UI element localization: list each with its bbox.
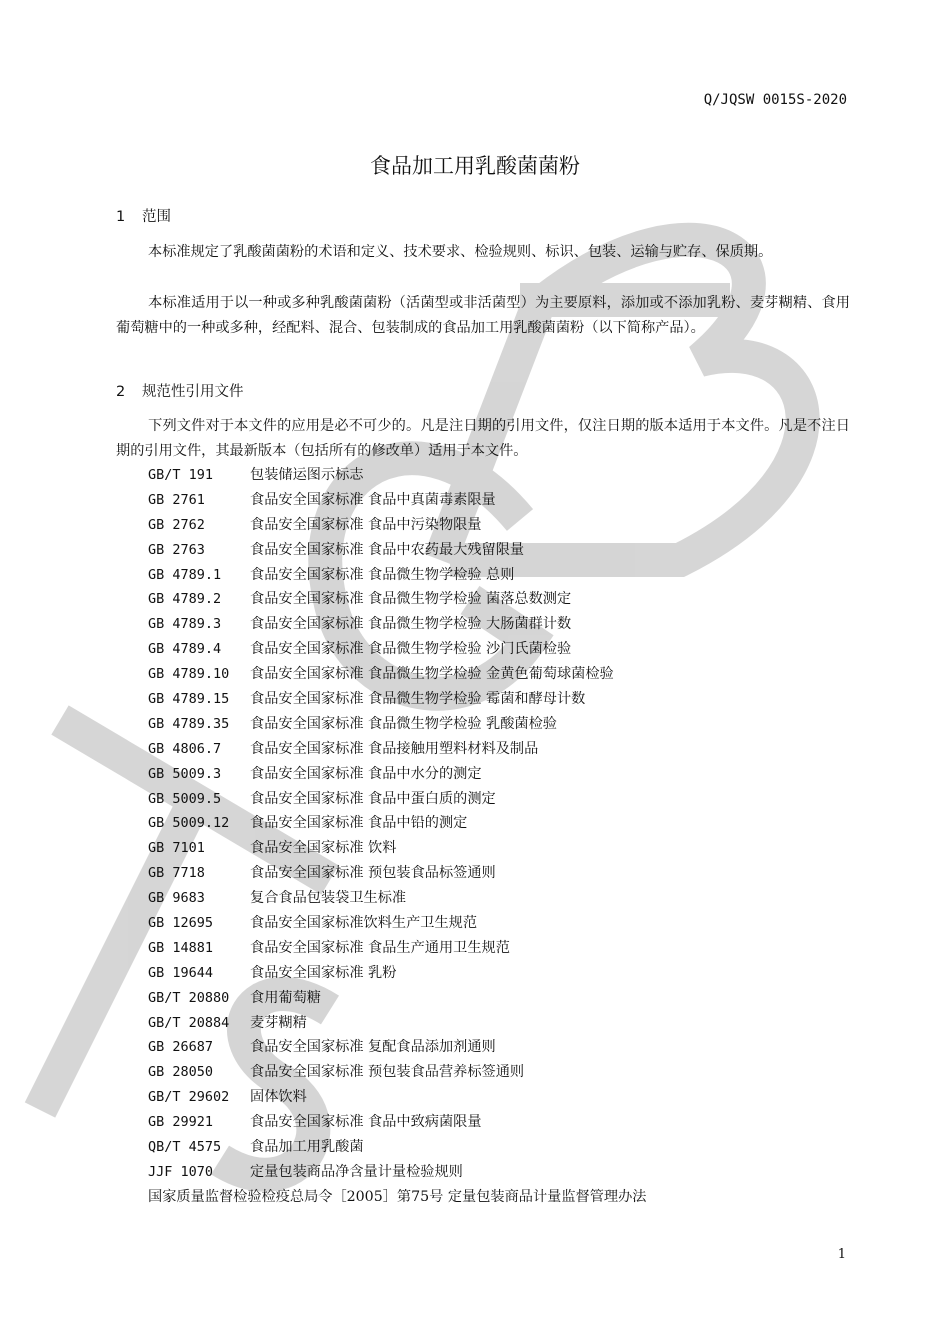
reference-item [148,637,646,662]
reference-item [148,687,646,712]
reference-title: 食品安全国家标准 食品微生物学检验 金黄色葡萄球菌检验 [250,666,614,683]
reference-code: GB 5009.5 [148,790,222,807]
reference-title: 食品安全国家标准 食品生产通用卫生规范 [250,939,510,956]
reference-title: 食品安全国家标准 食品中致病菌限量 [250,1114,482,1131]
reference-title: 食用葡萄糖 [250,989,321,1006]
reference-item [148,1035,646,1060]
document-number: Q/JQSW 0015S-2020 [703,92,847,108]
reference-item [148,538,646,563]
reference-item [148,861,646,886]
reference-code: GB 4806.7 [148,740,222,757]
reference-item [148,737,646,762]
reference-code: GB 2761 [148,491,205,508]
reference-title: 定量包装商品净含量计量检验规则 [250,1163,463,1180]
reference-title: 食品安全国家标准 食品中污染物限量 [250,516,482,533]
reference-title: 食品安全国家标准 食品中蛋白质的测定 [250,790,496,807]
reference-item: 国家质量监督检验检疫总局令［2005］第75号 定量包装商品计量监督管理办法 [148,1188,647,1205]
reference-title: 食品加工用乳酸菌 [250,1139,364,1156]
reference-code: GB 26687 [148,1039,214,1056]
reference-item [148,1110,646,1135]
reference-code: GB 4789.15 [148,691,230,708]
reference-item [148,1085,646,1110]
reference-item [148,488,646,513]
reference-item [148,762,646,787]
reference-code: GB 9683 [148,890,205,907]
reference-item [148,986,646,1011]
reference-item [148,662,646,687]
reference-item [148,1135,646,1160]
page-title: 食品加工用乳酸菌菌粉 [370,154,580,178]
reference-list [148,463,646,1210]
reference-item [148,1160,646,1185]
reference-title: 固体饮料 [250,1089,307,1106]
reference-item [148,712,646,737]
reference-code: GB/T 20880 [148,989,230,1006]
reference-item [148,886,646,911]
reference-code: GB/T 191 [148,467,214,483]
reference-item [148,936,646,961]
reference-title: 麦芽糊精 [250,1014,307,1031]
reference-item [148,513,646,538]
reference-title: 食品安全国家标准 食品接触用塑料材料及制品 [250,740,539,757]
section-2-heading [116,380,244,401]
reference-title: 食品安全国家标准 食品微生物学检验 大肠菌群计数 [250,616,572,633]
reference-code: GB 5009.3 [148,765,222,782]
reference-item [148,911,646,936]
reference-code: GB 4789.4 [148,641,222,658]
reference-title: 食品安全国家标准 饮料 [250,840,397,857]
reference-item [148,811,646,836]
paragraph: 下列文件对于本文件的应用是必不可少的。凡是注日期的引用文件，仅注日期的版本适用于本文件。凡是不注日期的引用文件，其最新版本（包括所有的修改单）适用于本文件。 [116,418,850,459]
reference-title: 食品安全国家标准 预包装食品标签通则 [250,865,496,882]
reference-code: JJF 1070 [148,1163,214,1180]
reference-title: 食品安全国家标准 复配食品添加剂通则 [250,1039,496,1056]
reference-code: GB 4789.10 [148,666,230,683]
reference-title: 食品安全国家标准 食品微生物学检验 沙门氏菌检验 [250,641,572,658]
section-title: 范围 [142,209,171,225]
reference-item [148,961,646,986]
reference-item [148,1011,646,1036]
reference-item [148,787,646,812]
reference-item [148,463,646,488]
reference-code: GB 12695 [148,915,214,932]
reference-title: 食品安全国家标准 食品微生物学检验 总则 [250,566,515,583]
reference-code: GB 4789.35 [148,715,230,732]
reference-title: 食品安全国家标准 食品中铅的测定 [250,815,468,832]
reference-item [148,1060,646,1085]
reference-code: GB 4789.2 [148,591,222,608]
reference-code: GB 4789.1 [148,566,222,583]
reference-code: QB/T 4575 [148,1139,222,1156]
reference-code: GB 4789.3 [148,616,222,633]
reference-title: 食品安全国家标准 食品微生物学检验 乳酸菌检验 [250,715,557,732]
reference-code: GB 5009.12 [148,815,230,832]
reference-title: 食品安全国家标准 食品微生物学检验 霉菌和酵母计数 [250,691,586,708]
reference-code: GB 19644 [148,964,214,981]
reference-title: 食品安全国家标准 食品微生物学检验 菌落总数测定 [250,591,572,608]
reference-item [148,587,646,612]
reference-item [148,836,646,861]
reference-item [148,612,646,637]
section-1-heading [116,205,171,226]
reference-code: GB/T 20884 [148,1014,230,1031]
reference-title: 复合食品包装袋卫生标准 [250,890,407,907]
reference-title: 包装储运图示标志 [250,467,364,483]
reference-title: 食品安全国家标准 乳粉 [250,964,397,981]
reference-title: 食品安全国家标准饮料生产卫生规范 [250,915,478,932]
section-title: 规范性引用文件 [142,384,244,400]
paragraph: 本标准规定了乳酸菌菌粉的术语和定义、技术要求、检验规则、标识、包装、运输与贮存、保质期。 [148,244,773,260]
section-number: 2 [116,384,126,400]
reference-item [148,563,646,588]
reference-title: 食品安全国家标准 预包装食品营养标签通则 [250,1064,525,1081]
reference-code: GB/T 29602 [148,1089,230,1106]
reference-code: GB 2763 [148,541,205,558]
reference-code: GB 28050 [148,1064,214,1081]
page-number: 1 [837,1247,846,1262]
paragraph: 本标准适用于以一种或多种乳酸菌菌粉（活菌型或非活菌型）为主要原料，添加或不添加乳粉、麦芽糊精、食用葡萄糖中的一种或多种，经配料、混合、包装制成的食品加工用乳酸菌菌粉（以下简称产品）。 [116,295,850,336]
section-number: 1 [116,209,126,225]
reference-title: 食品安全国家标准 食品中水分的测定 [250,765,482,782]
reference-title: 食品安全国家标准 食品中农药最大残留限量 [250,541,525,558]
reference-code: GB 29921 [148,1114,214,1131]
reference-title: 食品安全国家标准 食品中真菌毒素限量 [250,491,496,508]
reference-code: GB 7101 [148,840,205,857]
reference-code: GB 2762 [148,516,205,533]
reference-code: GB 7718 [148,865,205,882]
reference-code: GB 14881 [148,939,214,956]
